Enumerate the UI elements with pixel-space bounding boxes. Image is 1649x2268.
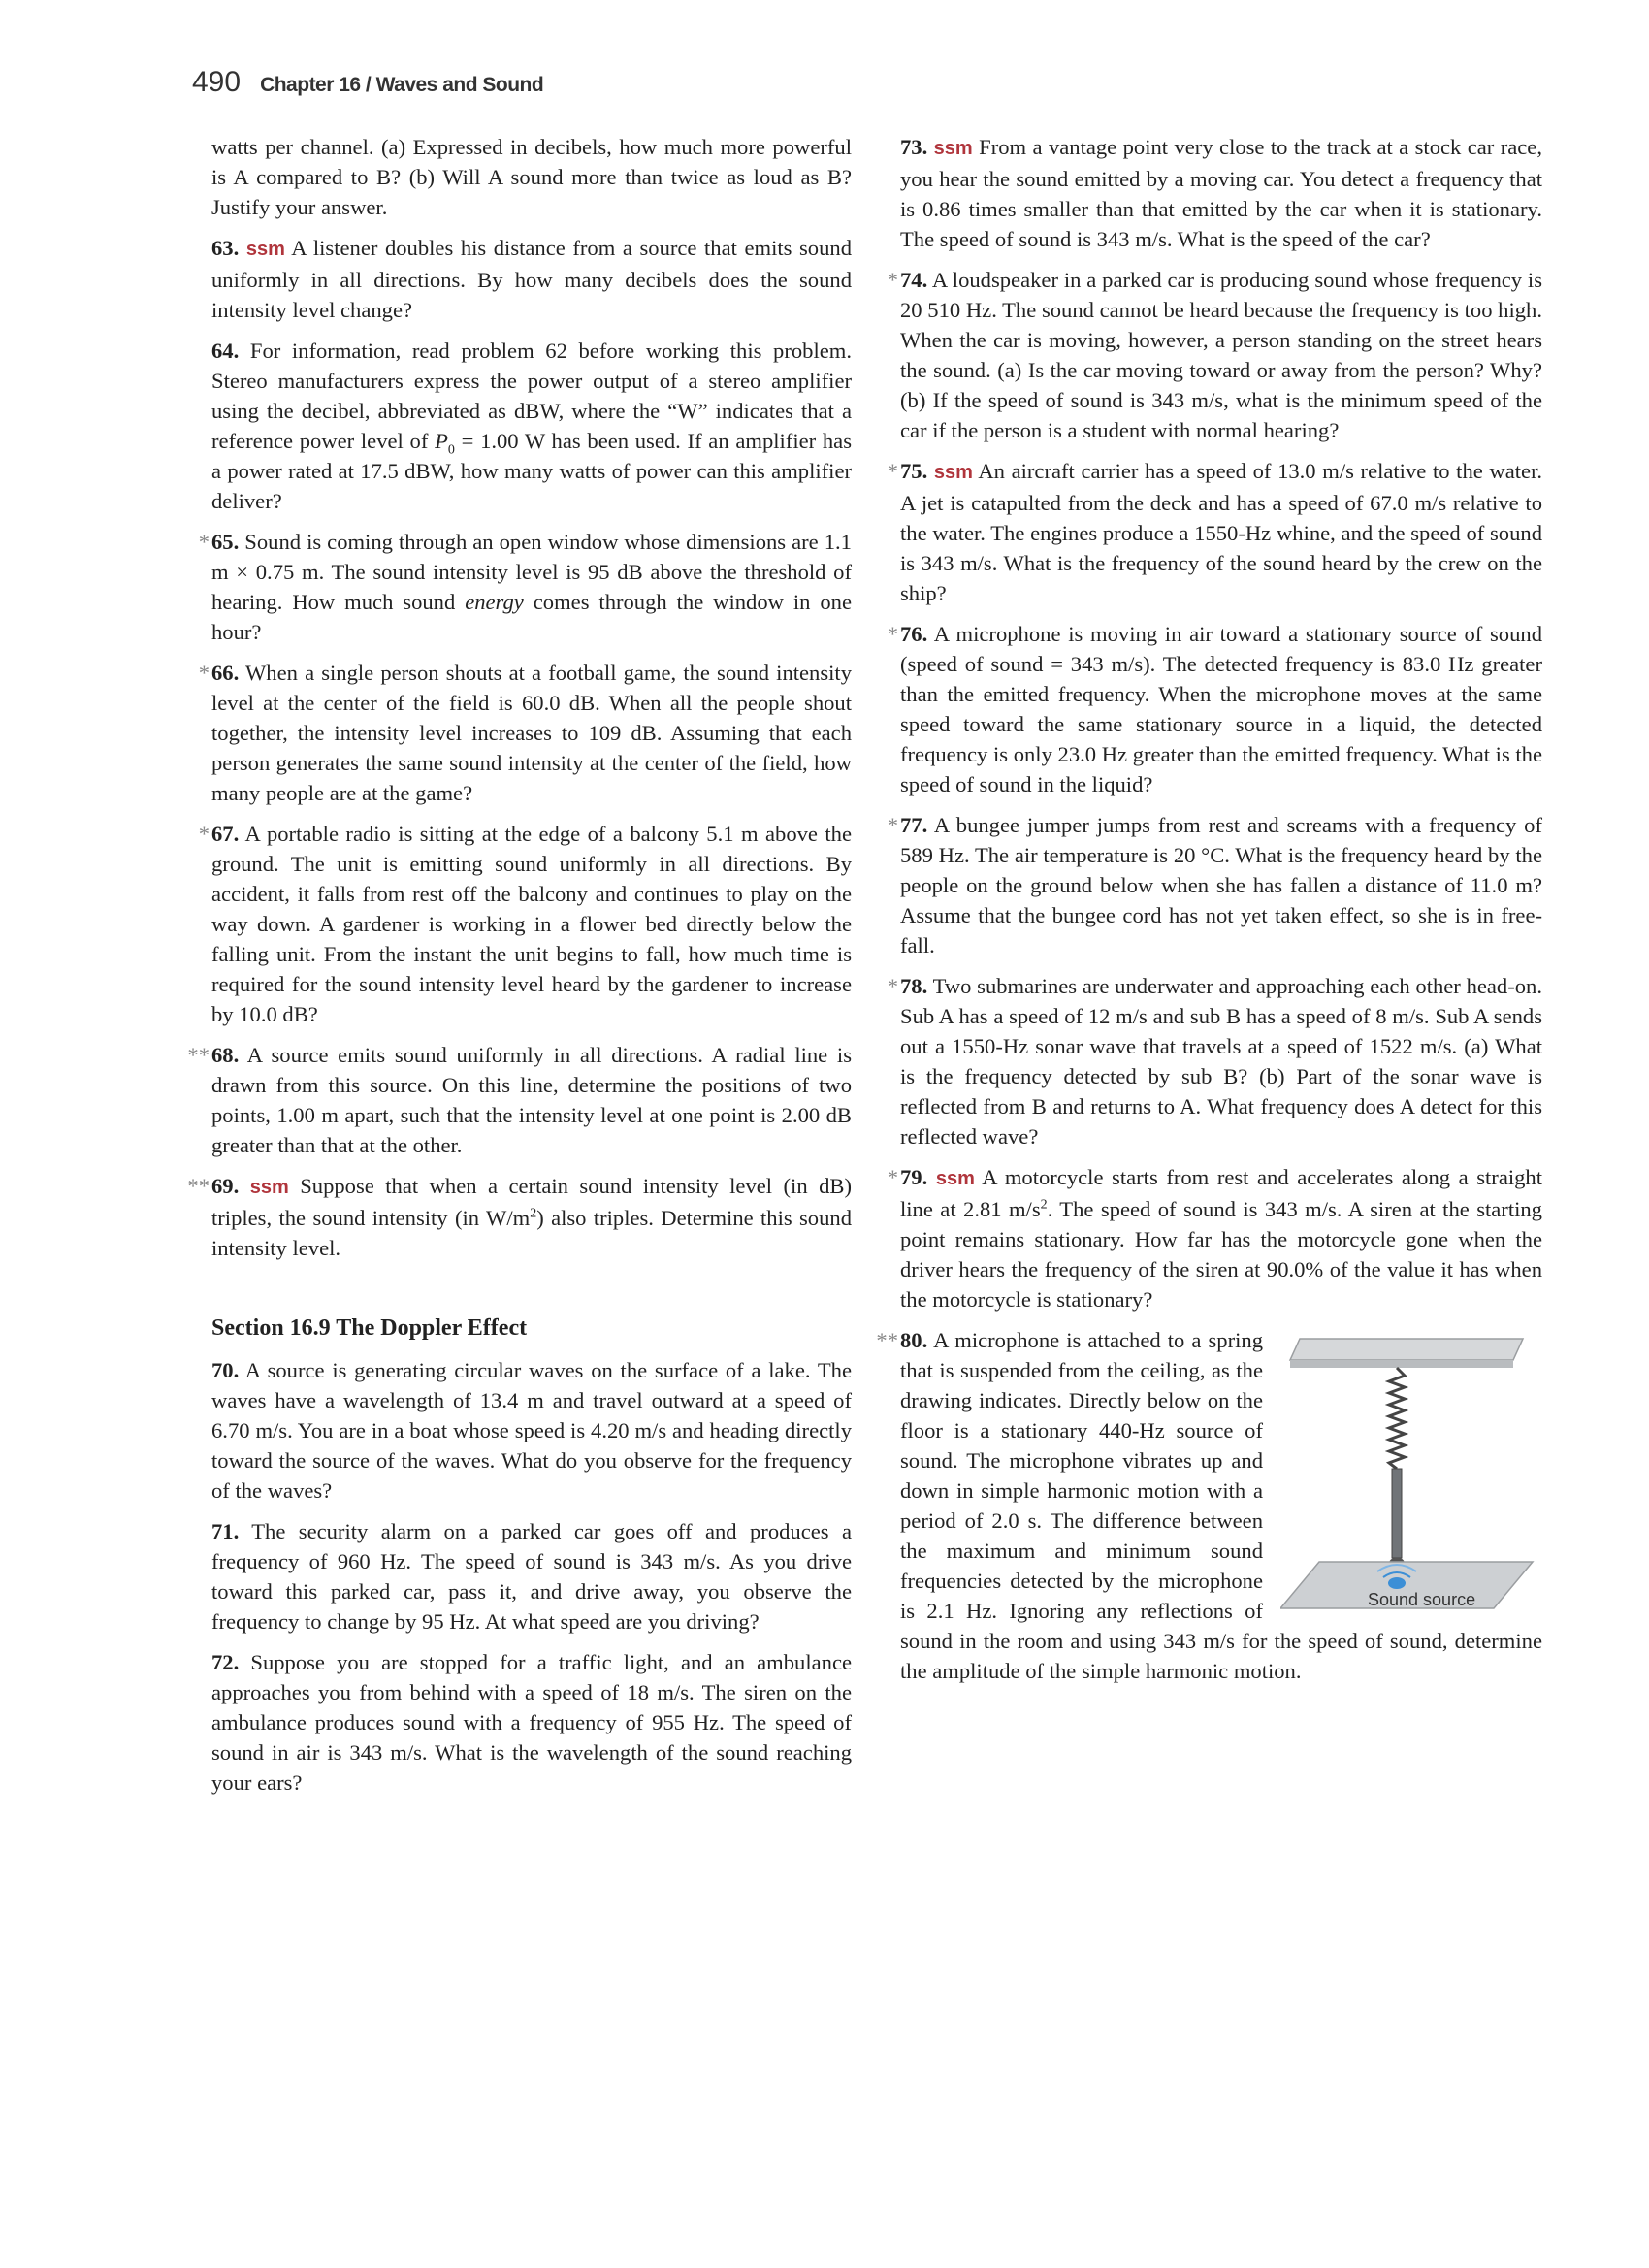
problem-79 xyxy=(887,1162,1543,1314)
difficulty-stars: ** xyxy=(876,1328,898,1352)
problem-text: A listener doubles his distance from a source that emits sound uniformly in all directions. By how many decibels does the sound intensity level change? xyxy=(211,236,852,322)
difficulty-stars: * xyxy=(198,822,210,846)
ssm-badge: ssm xyxy=(249,1177,289,1198)
ceiling-block xyxy=(1290,1339,1523,1360)
problem-text: From a vantage point very close to the track at a stock car race, you hear the sound emitted by a moving car. You detect a frequency that is 0.86 times smaller than that emitted by the car when it is stationary. The speed of sound is 343 m/s. What is the speed of the car? xyxy=(900,135,1542,251)
section-heading: Section 16.9 The Doppler Effect xyxy=(211,1315,528,1341)
problem-number: 72. xyxy=(211,1650,240,1674)
difficulty-stars: * xyxy=(887,974,898,998)
problem-text: A motorcycle starts from rest and accelerates along a straight line at 2.81 m/s xyxy=(900,1165,1543,1221)
problem-72 xyxy=(211,1647,852,1798)
problem-text: Suppose you are stopped for a traffic light, and an ambulance approaches you from behind with a speed of 18 m/s. The siren on the ambulance produces sound with a frequency of 955 Hz. The speed of sound in air is 343 m/s. What is the wavelength of the sound reaching your ears? xyxy=(211,1650,853,1795)
problem-text: Two submarines are underwater and approaching each other head-on. Sub A has a speed of 12 m/s and sub B has a speed of 8 m/s. Sub A sends out a 1550-Hz sonar wave that travels at a speed of 1522 m/s. (a) What is the frequency detected by sub B? (b) Part of the sonar wave is reflected from B and returns to A. What frequency does A detect for this reflected wave? xyxy=(900,974,1542,1149)
problem-64 xyxy=(211,336,852,516)
problem-text: A bungee jumper jumps from rest and screams with a frequency of 589 Hz. The air temperature is 20 °C. What is the frequency heard by the people on the ground below when she has fallen a distance of 11.0 m? Assume that the bungee cord has not yet taken effect, so she is in free-fall. xyxy=(900,813,1542,957)
problem-text: For information, read problem 62 before working this problem. Stereo manufacturers express the power output of a stereo amplifier using the decibel, abbreviated as dBW, where the “W” indicates that a reference power level of xyxy=(211,339,852,453)
microphone-body xyxy=(1392,1469,1402,1558)
problem-78 xyxy=(887,971,1542,1151)
problem-number: 68. xyxy=(211,1043,240,1067)
problem-number: 66. xyxy=(211,661,240,685)
problem-number: 64. xyxy=(211,339,240,363)
problem-text: Suppose that when a certain sound intensity level (in dB) triples, the sound intensity (in W/m xyxy=(211,1174,852,1230)
problem-number: 78. xyxy=(900,974,928,998)
spring-microphone-figure xyxy=(1280,1329,1542,1620)
problem-77 xyxy=(887,810,1542,960)
problem-66 xyxy=(198,658,852,808)
chapter-title: Chapter 16 / Waves and Sound xyxy=(260,74,544,96)
problem-number: 80. xyxy=(900,1328,928,1352)
ceiling-edge xyxy=(1290,1360,1513,1368)
difficulty-stars: ** xyxy=(187,1174,210,1198)
problem-text: . The speed of sound is 343 m/s. A siren at the starting point remains stationary. How far has the motorcycle gone when the driver hears the frequency of the siren at 90.0% of the value it has when the motorcycle is stationary? xyxy=(900,1197,1542,1312)
difficulty-stars: * xyxy=(887,268,898,292)
page-number: 490 xyxy=(192,66,242,98)
problem-62-continued: watts per channel. (a) Expressed in decibels, how much more powerful is A compared to B? (b) Will A sound more than twice as loud as B? Justify your answer. xyxy=(211,135,852,219)
problem-number: 79. xyxy=(900,1165,928,1189)
problem-76 xyxy=(887,619,1542,799)
problem-text: A source emits sound uniformly in all directions. A radial line is drawn from this source. On this line, determine the positions of two points, 1.00 m apart, such that the intensity level at one point is 2.00 dB greater than that at the other. xyxy=(211,1043,852,1157)
spring-microphone-drawing xyxy=(1280,1329,1542,1620)
power-symbol: P xyxy=(435,429,448,453)
problem-number: 75. xyxy=(900,459,928,483)
problem-text: A microphone is attached to a spring that is suspended from the ceiling, as the drawing indicates. Directly below on the floor is a stationary 440-Hz source of sound. The microphone vibrates up and down in simple harmonic motion with a period of 2.0 s. The difference between the maximum and minimum sound frequencies detected by the microphone is 2.1 Hz. Ignoring any reflections of sound in the room and using 343 m/s for the speed of sound, determine the amplitude of the simple harmonic motion. xyxy=(900,1328,1542,1683)
problem-text: A portable radio is sitting at the edge of a balcony 5.1 m above the ground. The unit is emitting sound uniformly in all directions. By accident, it falls from rest off the balcony and continues to play on the way down. A gardener is working in a flower bed directly below the falling unit. From the instant the unit begins to fall, how much time is required for the sound intensity level heard by the gardener to increase by 10.0 dB? xyxy=(211,822,852,1026)
problem-text: A microphone is moving in air toward a stationary source of sound (speed of sound = 343 m/s). The detected frequency is 83.0 Hz greater than the emitted frequency. When the microphone moves at the same speed toward the same stationary source in a liquid, the detected frequency is only 23.0 Hz greater than the emitted frequency. What is the speed of sound in the liquid? xyxy=(900,622,1542,796)
problem-71 xyxy=(211,1516,852,1636)
problem-number: 69. xyxy=(211,1174,240,1198)
problem-75 xyxy=(887,456,1542,608)
problem-number: 71. xyxy=(211,1519,240,1543)
superscript: 2 xyxy=(1040,1197,1048,1213)
problem-number: 70. xyxy=(211,1358,240,1382)
problem-70 xyxy=(211,1355,852,1506)
figure-label: Sound source xyxy=(1368,1590,1476,1609)
power-subscript: 0 xyxy=(447,442,455,458)
problem-67 xyxy=(198,819,852,1029)
difficulty-stars: * xyxy=(887,1165,898,1189)
difficulty-stars: * xyxy=(887,813,898,837)
problem-69 xyxy=(187,1171,852,1263)
problem-text: A loudspeaker in a parked car is producing sound whose frequency is 20 510 Hz. The sound cannot be heard because the frequency is too high. When the car is moving, however, a person standing on the street hears the sound. (a) Is the car moving toward or away from the person? Why? (b) If the speed of sound is 343 m/s, what is the minimum speed of the car if the person is a student with normal hearing? xyxy=(900,268,1542,442)
difficulty-stars: * xyxy=(887,459,898,483)
problem-68 xyxy=(187,1040,852,1160)
problem-63 xyxy=(211,233,852,325)
problem-number: 76. xyxy=(900,622,928,646)
ssm-badge: ssm xyxy=(935,1168,975,1189)
difficulty-stars: ** xyxy=(187,1043,210,1067)
difficulty-stars: * xyxy=(198,661,210,685)
left-column xyxy=(187,132,853,1808)
problem-number: 74. xyxy=(900,268,928,292)
page-header xyxy=(192,66,543,105)
problem-text: When a single person shouts at a football game, the sound intensity level at the center of the field is 60.0 dB. When all the people shout together, the intensity level increases to 109 dB. Assuming that each person generates the same sound intensity at the center of the field, how many people are at the game? xyxy=(211,661,852,805)
problem-text: = 1.00 W has been used. If an amplifier has a power rated at 17.5 dBW, how many watts of power can this amplifier deliver? xyxy=(211,429,852,513)
difficulty-stars: * xyxy=(198,530,210,554)
problem-number: 65. xyxy=(211,530,240,554)
ssm-badge: ssm xyxy=(245,239,285,260)
superscript: 2 xyxy=(530,1206,537,1221)
problem-text: ) also triples. Determine this sound intensity level. xyxy=(211,1206,852,1260)
problem-65 xyxy=(198,527,852,647)
problem-number: 77. xyxy=(900,813,928,837)
difficulty-stars: * xyxy=(887,622,898,646)
problem-74 xyxy=(887,265,1542,445)
problem-number: 73. xyxy=(900,135,928,159)
problem-text: An aircraft carrier has a speed of 13.0 m/s relative to the water. A jet is catapulted from the deck and has a speed of 67.0 m/s relative to the water. The engines produce a 1550-Hz whine, and the speed of sound is 343 m/s. What is the frequency of the sound heard by the crew on the ship? xyxy=(900,459,1542,605)
ssm-badge: ssm xyxy=(933,138,973,159)
problem-text: The security alarm on a parked car goes off and produces a frequency of 960 Hz. The speed of sound is 343 m/s. As you drive toward this parked car, pass it, and drive away, you observe the frequency to change by 95 Hz. At what speed are you driving? xyxy=(211,1519,852,1634)
problem-number: 67. xyxy=(211,822,240,846)
right-column xyxy=(876,132,1543,1697)
problem-73 xyxy=(900,132,1542,254)
spring xyxy=(1389,1368,1405,1469)
ssm-badge: ssm xyxy=(933,462,973,483)
problem-text: A source is generating circular waves on the surface of a lake. The waves have a wavelength of 13.4 m and travel outward at a speed of 6.70 m/s. You are in a boat whose speed is 4.20 m/s and heading directly toward the source of the waves. What do you observe for the frequency of the waves? xyxy=(211,1358,852,1503)
problem-80 xyxy=(876,1325,1542,1686)
problem-text: Sound is coming through an open window whose dimensions are 1.1 m × 0.75 m. The sound intensity level is 95 dB above the threshold of hearing. How much sound xyxy=(211,530,852,614)
problem-text: comes through the window in one hour? xyxy=(211,590,852,644)
problem-number: 63. xyxy=(211,236,240,260)
emphasis: energy xyxy=(465,590,524,614)
